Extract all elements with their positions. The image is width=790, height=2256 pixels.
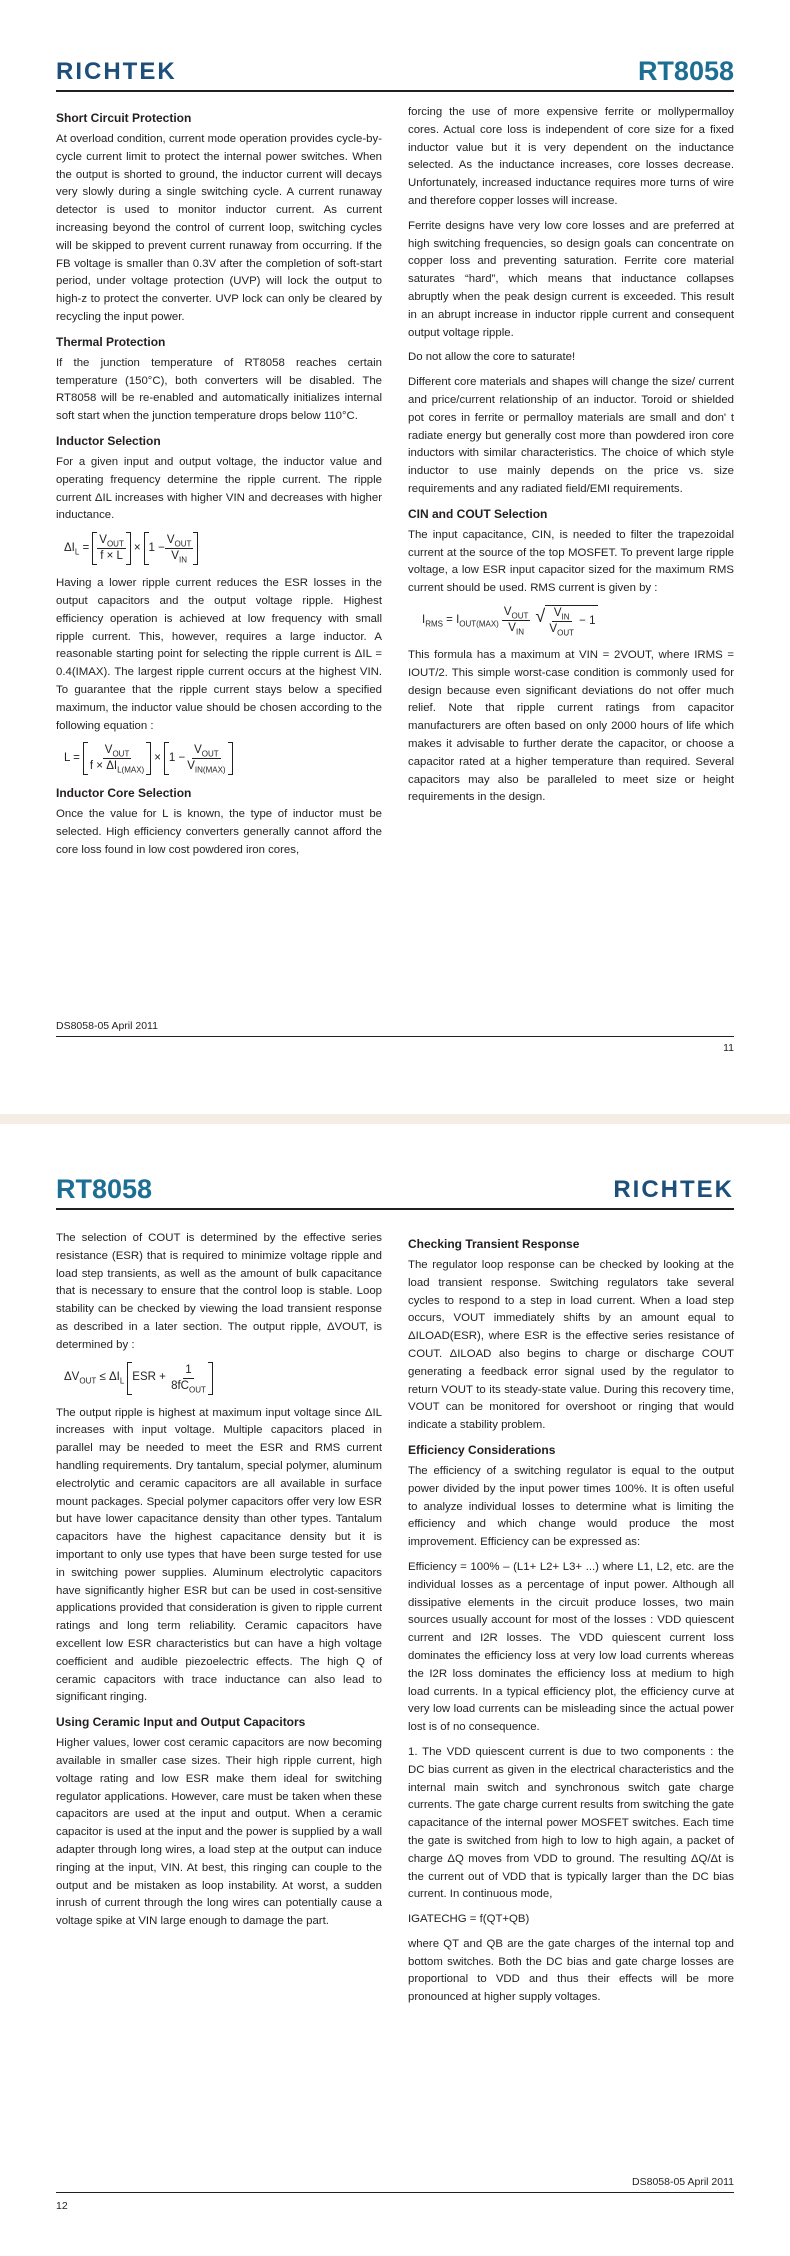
footer-rule bbox=[56, 2192, 734, 2193]
richtek-logo: RICHTEK bbox=[613, 1176, 734, 1203]
heading-ceramic: Using Ceramic Input and Output Capacitors bbox=[56, 1715, 306, 1730]
left-column bbox=[56, 104, 382, 867]
page-12 bbox=[0, 1124, 790, 2256]
page-number: 12 bbox=[56, 2200, 68, 2212]
paragraph: where QT and QB are the gate charges of the internal top and bottom switches. Both the DC bias and gate charge losses are proportional to VDD and thus their effects will be more pronounced at higher supply voltages. bbox=[408, 1937, 734, 2004]
page-number: 11 bbox=[723, 1042, 734, 1054]
paragraph: The selection of COUT is determined by the effective series resistance (ESR) that is required to minimize voltage ripple and load step transients, as well as the amount of bulk capacitance that is necessary to ensure that the control loop is stable. Loop stability can be checked by viewing the load transient response as described in a later section. The output ripple, ΔVOUT, is determined by : bbox=[56, 1232, 382, 1351]
equation-irms: $I_{RMS} = I_{OUT(MAX)}$ $\frac{V_{OUT}}{V_{IN}}$ √ $\frac{V_{IN}}{V_{OUT}}$ − 1 bbox=[422, 605, 734, 637]
paragraph: Higher values, lower cost ceramic capacitors are now becoming available in smaller case sizes. Their high ripple current, high voltage rating and low ESR make them ideal for switching regulator applications. However, care must be taken when these capacitors are used at the input and output. When a ceramic capacitor is used at the input and the power is supplied by a wall adapter through long wires, a load step at the output can induce ringing at the input, VIN. At best, this ringing can couple to the output and be mistaken as loop instability. At worst, a sudden inrush of current through the long wires can potentially cause a voltage spike at VIN large enough to damage the part. bbox=[56, 1737, 382, 1928]
paragraph: If the junction temperature of RT8058 reaches certain temperature (150°C), both converters will be disabled. The RT8058 will be re-enabled and automatically initializes internal soft start when the junction temperature drops below 110°C. bbox=[56, 356, 382, 423]
heading-transient: Checking Transient Response bbox=[408, 1237, 580, 1251]
heading-cin-cout: CIN and COUT Selection bbox=[408, 506, 548, 521]
left-column bbox=[56, 1230, 382, 1938]
right-column bbox=[408, 1230, 734, 2014]
heading-thermal: Thermal Protection bbox=[56, 334, 166, 349]
paragraph: The regulator loop response can be checked by looking at the load transient response. Switching regulators take several cycles to respond to a step in load current. When a load step occurs, VOUT immediately shifts by an amount equal to ΔILOAD(ESR), where ESR is the effective series resistance of COUT. ΔILOAD also begins to charge or discharge COUT generating a feedback error signal used by the regulator to return VOUT to its steady-state value. During this recovery time, VOUT can be monitored for overshoot or ringing that would indicate a stability problem. bbox=[408, 1259, 734, 1432]
paragraph: For a given input and output voltage, the inductor value and operating frequency determine the ripple current. The ripple current ΔIL increases with higher VIN and decreases with higher inductance. bbox=[56, 455, 382, 522]
paragraph: Once the value for L is known, the type of inductor must be selected. High efficiency converters generally cannot afford the core loss found in low cost powdered iron cores, bbox=[56, 808, 382, 856]
header-rule bbox=[56, 90, 734, 92]
heading-short-circuit: Short Circuit Protection bbox=[56, 111, 192, 125]
heading-efficiency: Efficiency Considerations bbox=[408, 1442, 556, 1457]
paragraph: The output ripple is highest at maximum input voltage since ΔIL increases with input voltage. Multiple capacitors placed in parallel may be needed to meet the ESR and RMS current handling requirements. Dry tantalum, special polymer, aluminum electrolytic and ceramic capacitors are all available in surface mount packages. Special polymer capacitors offer very low ESR but have lower capacitance density than other types. Tantalum capacitors have the highest capacitance density but it is important to only use types that have been surge tested for use in switching power supplies. Aluminum electrolytic capacitors have significantly higher ESR but can be used in cost-sensitive applications provided that consideration is given to ripple current ratings and long term reliability. Ceramic capacitors have excellent low ESR characteristics but can have a high voltage coefficient and audible piezoelectric effects. The high Q of ceramic capacitors with trace inductance can also lead to significant ringing. bbox=[56, 1406, 382, 1704]
paragraph: The input capacitance, CIN, is needed to filter the trapezoidal current at the source of the top MOSFET. To prevent large ripple voltage, a low ESR input capacitor sized for the maximum RMS current should be used. RMS current is given by : bbox=[408, 528, 734, 595]
paragraph: At overload condition, current mode operation provides cycle-by-cycle current limit to protect the internal power switches. When the output is shorted to ground, the inductor current will decays very slowly during a single switching cycle. A current runaway detector is used to monitor inductor current. As current increasing beyond the control of current loop, switching cycles will be skipped to prevent current runaway from occurring. If the FB voltage is smaller than 0.3V after the completion of soft-start period, under voltage protection (UVP) will lock the output to high-z to protect the converter. UVP lock can only be cleared by recycling the input power. bbox=[56, 133, 382, 323]
page-header bbox=[56, 1174, 734, 1204]
paragraph: forcing the use of more expensive ferrite or mollypermalloy cores. Actual core loss is independent of core size for a fixed inductor value but it is very dependent on the inductance selected. As the inductance increases, core losses decrease. Unfortunately, increased inductance requires more turns of wire and therefore copper losses will increase. bbox=[408, 106, 734, 207]
richtek-logo: RICHTEK bbox=[56, 58, 177, 85]
equation-gate-charge: IGATECHG = f(QT+QB) bbox=[408, 1913, 530, 1926]
paragraph: This formula has a maximum at VIN = 2VOUT, where IRMS = IOUT/2. This simple worst-case condition is commonly used for design because even significant deviations do not offer much relief. Note that ripple current ratings from capacitor manufacturers are often based on only 2000 hours of life which makes it advisable to further derate the capacitor, or choose a capacitor rated at a higher temperature than required. Several capacitors may also be paralleled to meet size or height requirements in the design. bbox=[408, 648, 734, 804]
heading-inductor: Inductor Selection bbox=[56, 433, 161, 448]
equation-inductor-value: L = $\frac{V_{OUT}}{f \times \Delta I_{L(MAX)}}$ × 1 − $\frac{V_{OUT}}{V_{IN(MAX)}}$ bbox=[64, 742, 382, 775]
paragraph: Ferrite designs have very low core losses and are preferred at high switching frequencies, so design goals can concentrate on copper loss and preventing saturation. Ferrite core material saturates “hard”, which means that inductance collapses abruptly when the peak design current is exceeded. This result in an abrupt increase in inductor ripple current and consequent output voltage ripple. bbox=[408, 219, 734, 339]
header-rule bbox=[56, 1208, 734, 1210]
footer-rule bbox=[56, 1036, 734, 1037]
paragraph: Having a lower ripple current reduces the ESR losses in the output capacitors and the output voltage ripple. Highest efficiency operation is achieved at low frequency with small ripple current. This, however, requires a large inductor. A reasonable starting point for selecting the ripple current is ΔIL = 0.4(IMAX). The largest ripple current occurs at the highest VIN. To guarantee that the ripple current stays below a specified maximum, the inductor value should be chosen according to the following equation : bbox=[56, 577, 382, 732]
footer-doc-id: DS8058-05 April 2011 bbox=[56, 1020, 158, 1032]
paragraph: Do not allow the core to saturate! bbox=[408, 351, 576, 364]
right-column bbox=[408, 104, 734, 814]
page-11 bbox=[0, 0, 790, 1114]
paragraph: The efficiency of a switching regulator is equal to the output power divided by the input power times 100%. It is often useful to analyze individual losses to determine what is limiting the efficiency and which change would produce the most improvement. Efficiency can be expressed as: bbox=[408, 1464, 734, 1549]
paragraph: Efficiency = 100% – (L1+ L2+ L3+ ...) where L1, L2, etc. are the individual losses as a percentage of input power. Although all dissipative elements in the circuit produce losses, two main sources usually account for most of the losses : VDD quiescent current and I2R losses. The VDD quiescent current loss dominates the efficiency loss at very low load currents whereas the I2R loss dominates the efficiency loss at medium to high load currents. In a typical efficiency plot, the efficiency curve at very low load currents can be misleading since the actual power lost is of no consequence. bbox=[408, 1560, 734, 1734]
equation-ripple-current: $\Delta I_L$ = $\frac{V_{OUT}}{f \times L}$ × 1 − $\frac{V_{OUT}}{V_{IN}}$ bbox=[64, 532, 382, 565]
footer-doc-id: DS8058-05 April 2011 bbox=[632, 2176, 734, 2188]
equation-output-ripple: $\Delta V_{OUT} \le \Delta I_L$ ESR + $\frac{1}{8fC_{OUT}}$ bbox=[64, 1362, 382, 1395]
paragraph: Different core materials and shapes will change the size/ current and price/current relationship of an inductor. Toroid or shielded pot cores in ferrite or permalloy materials are small and don' t radiate energy but generally cost more than powdered iron core inductors with similar characteristics. The choice of which style inductor to use mainly depends on the price vs. size requirements and any radiated field/EMI requirements. bbox=[408, 376, 734, 495]
part-number: RT8058 bbox=[56, 1174, 153, 1204]
heading-inductor-core: Inductor Core Selection bbox=[56, 786, 192, 801]
page-header bbox=[56, 56, 734, 86]
paragraph: 1. The VDD quiescent current is due to two components : the DC bias current as given in the electrical characteristics and the internal main switch and synchronous switch gate charge currents. The gate charge current results from switching the gate capacitance of the internal power MOSFET switches. Each time the gate is switched from high to low to high again, a packet of charge ΔQ moves from VDD to ground. The resulting ΔQ/Δt is the current out of VDD that is typically larger than the DC bias current. In continuous mode, bbox=[408, 1745, 734, 1901]
part-number: RT8058 bbox=[637, 56, 734, 86]
